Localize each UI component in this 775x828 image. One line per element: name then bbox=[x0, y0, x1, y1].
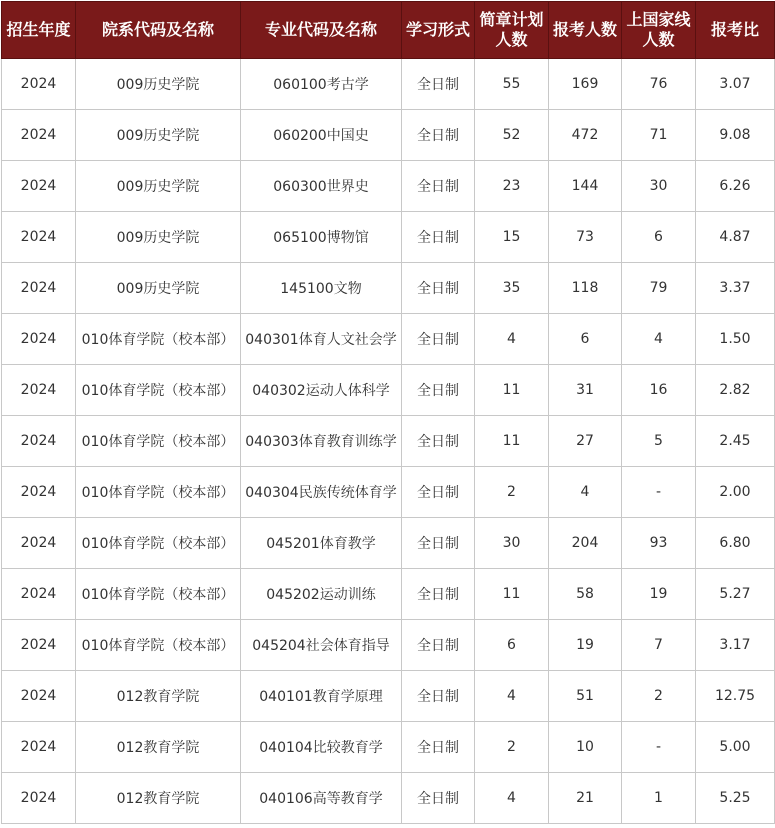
cell-mode: 全日制 bbox=[402, 59, 475, 110]
cell-year: 2024 bbox=[2, 671, 76, 722]
cell-year: 2024 bbox=[2, 569, 76, 620]
cell-plan: 30 bbox=[475, 518, 549, 569]
cell-applicants: 4 bbox=[549, 467, 622, 518]
cell-mode: 全日制 bbox=[402, 110, 475, 161]
cell-above-line: 93 bbox=[622, 518, 696, 569]
cell-mode: 全日制 bbox=[402, 314, 475, 365]
cell-plan: 2 bbox=[475, 722, 549, 773]
header-row bbox=[2, 2, 775, 59]
cell-applicants: 118 bbox=[549, 263, 622, 314]
cell-ratio: 12.75 bbox=[696, 671, 775, 722]
cell-dept: 009历史学院 bbox=[76, 161, 241, 212]
cell-plan: 6 bbox=[475, 620, 549, 671]
cell-year: 2024 bbox=[2, 263, 76, 314]
header-plan-line1: 简章计划 bbox=[479, 10, 544, 29]
cell-mode: 全日制 bbox=[402, 569, 475, 620]
cell-ratio: 5.00 bbox=[696, 722, 775, 773]
cell-major: 060100考古学 bbox=[241, 59, 402, 110]
table-row bbox=[2, 416, 775, 467]
cell-plan: 15 bbox=[475, 212, 549, 263]
cell-year: 2024 bbox=[2, 161, 76, 212]
cell-applicants: 10 bbox=[549, 722, 622, 773]
cell-major: 040106高等教育学 bbox=[241, 773, 402, 824]
cell-year: 2024 bbox=[2, 212, 76, 263]
cell-plan: 55 bbox=[475, 59, 549, 110]
cell-major: 045202运动训练 bbox=[241, 569, 402, 620]
cell-major: 060200中国史 bbox=[241, 110, 402, 161]
cell-applicants: 169 bbox=[549, 59, 622, 110]
cell-dept: 010体育学院（校本部） bbox=[76, 416, 241, 467]
cell-mode: 全日制 bbox=[402, 620, 475, 671]
cell-major: 040104比较教育学 bbox=[241, 722, 402, 773]
table-row bbox=[2, 569, 775, 620]
cell-ratio: 6.80 bbox=[696, 518, 775, 569]
cell-dept: 012教育学院 bbox=[76, 773, 241, 824]
table-row bbox=[2, 212, 775, 263]
table-header bbox=[2, 2, 775, 59]
cell-plan: 11 bbox=[475, 365, 549, 416]
cell-mode: 全日制 bbox=[402, 722, 475, 773]
cell-plan: 52 bbox=[475, 110, 549, 161]
cell-mode: 全日制 bbox=[402, 161, 475, 212]
cell-dept: 010体育学院（校本部） bbox=[76, 569, 241, 620]
table-row bbox=[2, 59, 775, 110]
cell-major: 145100文物 bbox=[241, 263, 402, 314]
table-row bbox=[2, 620, 775, 671]
cell-major: 040304民族传统体育学 bbox=[241, 467, 402, 518]
cell-applicants: 144 bbox=[549, 161, 622, 212]
cell-year: 2024 bbox=[2, 773, 76, 824]
cell-year: 2024 bbox=[2, 59, 76, 110]
cell-mode: 全日制 bbox=[402, 263, 475, 314]
table-row bbox=[2, 671, 775, 722]
cell-major: 045204社会体育指导 bbox=[241, 620, 402, 671]
cell-plan: 4 bbox=[475, 671, 549, 722]
cell-dept: 012教育学院 bbox=[76, 671, 241, 722]
table-row bbox=[2, 314, 775, 365]
cell-dept: 012教育学院 bbox=[76, 722, 241, 773]
cell-applicants: 6 bbox=[549, 314, 622, 365]
cell-major: 060300世界史 bbox=[241, 161, 402, 212]
cell-mode: 全日制 bbox=[402, 212, 475, 263]
cell-year: 2024 bbox=[2, 620, 76, 671]
cell-ratio: 2.82 bbox=[696, 365, 775, 416]
cell-above-line: 16 bbox=[622, 365, 696, 416]
cell-dept: 010体育学院（校本部） bbox=[76, 620, 241, 671]
cell-dept: 009历史学院 bbox=[76, 263, 241, 314]
table-row bbox=[2, 161, 775, 212]
cell-major: 040301体育人文社会学 bbox=[241, 314, 402, 365]
cell-ratio: 2.45 bbox=[696, 416, 775, 467]
cell-above-line: - bbox=[622, 722, 696, 773]
cell-above-line: 1 bbox=[622, 773, 696, 824]
header-plan bbox=[475, 2, 549, 59]
cell-plan: 23 bbox=[475, 161, 549, 212]
cell-above-line: 71 bbox=[622, 110, 696, 161]
cell-dept: 010体育学院（校本部） bbox=[76, 467, 241, 518]
cell-plan: 2 bbox=[475, 467, 549, 518]
table-row bbox=[2, 467, 775, 518]
header-plan-line2: 人数 bbox=[495, 30, 528, 49]
cell-major: 040302运动人体科学 bbox=[241, 365, 402, 416]
cell-dept: 009历史学院 bbox=[76, 212, 241, 263]
cell-dept: 010体育学院（校本部） bbox=[76, 314, 241, 365]
cell-ratio: 1.50 bbox=[696, 314, 775, 365]
header-above-line bbox=[622, 2, 696, 59]
cell-dept: 010体育学院（校本部） bbox=[76, 518, 241, 569]
cell-applicants: 21 bbox=[549, 773, 622, 824]
cell-above-line: 79 bbox=[622, 263, 696, 314]
table-row bbox=[2, 722, 775, 773]
cell-plan: 11 bbox=[475, 569, 549, 620]
cell-above-line: 2 bbox=[622, 671, 696, 722]
cell-dept: 009历史学院 bbox=[76, 59, 241, 110]
header-applicants: 报考人数 bbox=[549, 2, 622, 59]
cell-major: 065100博物馆 bbox=[241, 212, 402, 263]
header-mode: 学习形式 bbox=[402, 2, 475, 59]
cell-ratio: 3.07 bbox=[696, 59, 775, 110]
cell-mode: 全日制 bbox=[402, 773, 475, 824]
cell-above-line: 4 bbox=[622, 314, 696, 365]
cell-year: 2024 bbox=[2, 314, 76, 365]
cell-major: 040303体育教育训练学 bbox=[241, 416, 402, 467]
admissions-table bbox=[1, 1, 775, 824]
cell-above-line: 76 bbox=[622, 59, 696, 110]
table-row bbox=[2, 263, 775, 314]
cell-ratio: 5.25 bbox=[696, 773, 775, 824]
header-year: 招生年度 bbox=[2, 2, 76, 59]
cell-plan: 4 bbox=[475, 314, 549, 365]
cell-year: 2024 bbox=[2, 416, 76, 467]
cell-above-line: 30 bbox=[622, 161, 696, 212]
cell-mode: 全日制 bbox=[402, 671, 475, 722]
cell-dept: 010体育学院（校本部） bbox=[76, 365, 241, 416]
cell-mode: 全日制 bbox=[402, 518, 475, 569]
cell-applicants: 51 bbox=[549, 671, 622, 722]
cell-applicants: 73 bbox=[549, 212, 622, 263]
cell-applicants: 19 bbox=[549, 620, 622, 671]
header-above-line2: 人数 bbox=[642, 30, 675, 49]
cell-ratio: 9.08 bbox=[696, 110, 775, 161]
cell-mode: 全日制 bbox=[402, 416, 475, 467]
cell-year: 2024 bbox=[2, 467, 76, 518]
cell-above-line: 19 bbox=[622, 569, 696, 620]
table-body bbox=[2, 59, 775, 824]
cell-plan: 11 bbox=[475, 416, 549, 467]
cell-applicants: 204 bbox=[549, 518, 622, 569]
cell-ratio: 5.27 bbox=[696, 569, 775, 620]
header-above-line1: 上国家线 bbox=[626, 10, 691, 29]
table-row bbox=[2, 365, 775, 416]
cell-mode: 全日制 bbox=[402, 467, 475, 518]
header-dept: 院系代码及名称 bbox=[76, 2, 241, 59]
header-major: 专业代码及名称 bbox=[241, 2, 402, 59]
cell-applicants: 472 bbox=[549, 110, 622, 161]
cell-above-line: 5 bbox=[622, 416, 696, 467]
cell-year: 2024 bbox=[2, 722, 76, 773]
cell-year: 2024 bbox=[2, 518, 76, 569]
cell-above-line: 7 bbox=[622, 620, 696, 671]
cell-dept: 009历史学院 bbox=[76, 110, 241, 161]
cell-ratio: 2.00 bbox=[696, 467, 775, 518]
header-ratio: 报考比 bbox=[696, 2, 775, 59]
cell-ratio: 4.87 bbox=[696, 212, 775, 263]
cell-plan: 4 bbox=[475, 773, 549, 824]
cell-ratio: 6.26 bbox=[696, 161, 775, 212]
table-row bbox=[2, 110, 775, 161]
cell-year: 2024 bbox=[2, 365, 76, 416]
table-row bbox=[2, 773, 775, 824]
cell-applicants: 31 bbox=[549, 365, 622, 416]
cell-major: 045201体育教学 bbox=[241, 518, 402, 569]
cell-applicants: 27 bbox=[549, 416, 622, 467]
cell-applicants: 58 bbox=[549, 569, 622, 620]
cell-ratio: 3.37 bbox=[696, 263, 775, 314]
cell-above-line: 6 bbox=[622, 212, 696, 263]
cell-mode: 全日制 bbox=[402, 365, 475, 416]
cell-above-line: - bbox=[622, 467, 696, 518]
table-row bbox=[2, 518, 775, 569]
cell-major: 040101教育学原理 bbox=[241, 671, 402, 722]
cell-ratio: 3.17 bbox=[696, 620, 775, 671]
cell-plan: 35 bbox=[475, 263, 549, 314]
cell-year: 2024 bbox=[2, 110, 76, 161]
